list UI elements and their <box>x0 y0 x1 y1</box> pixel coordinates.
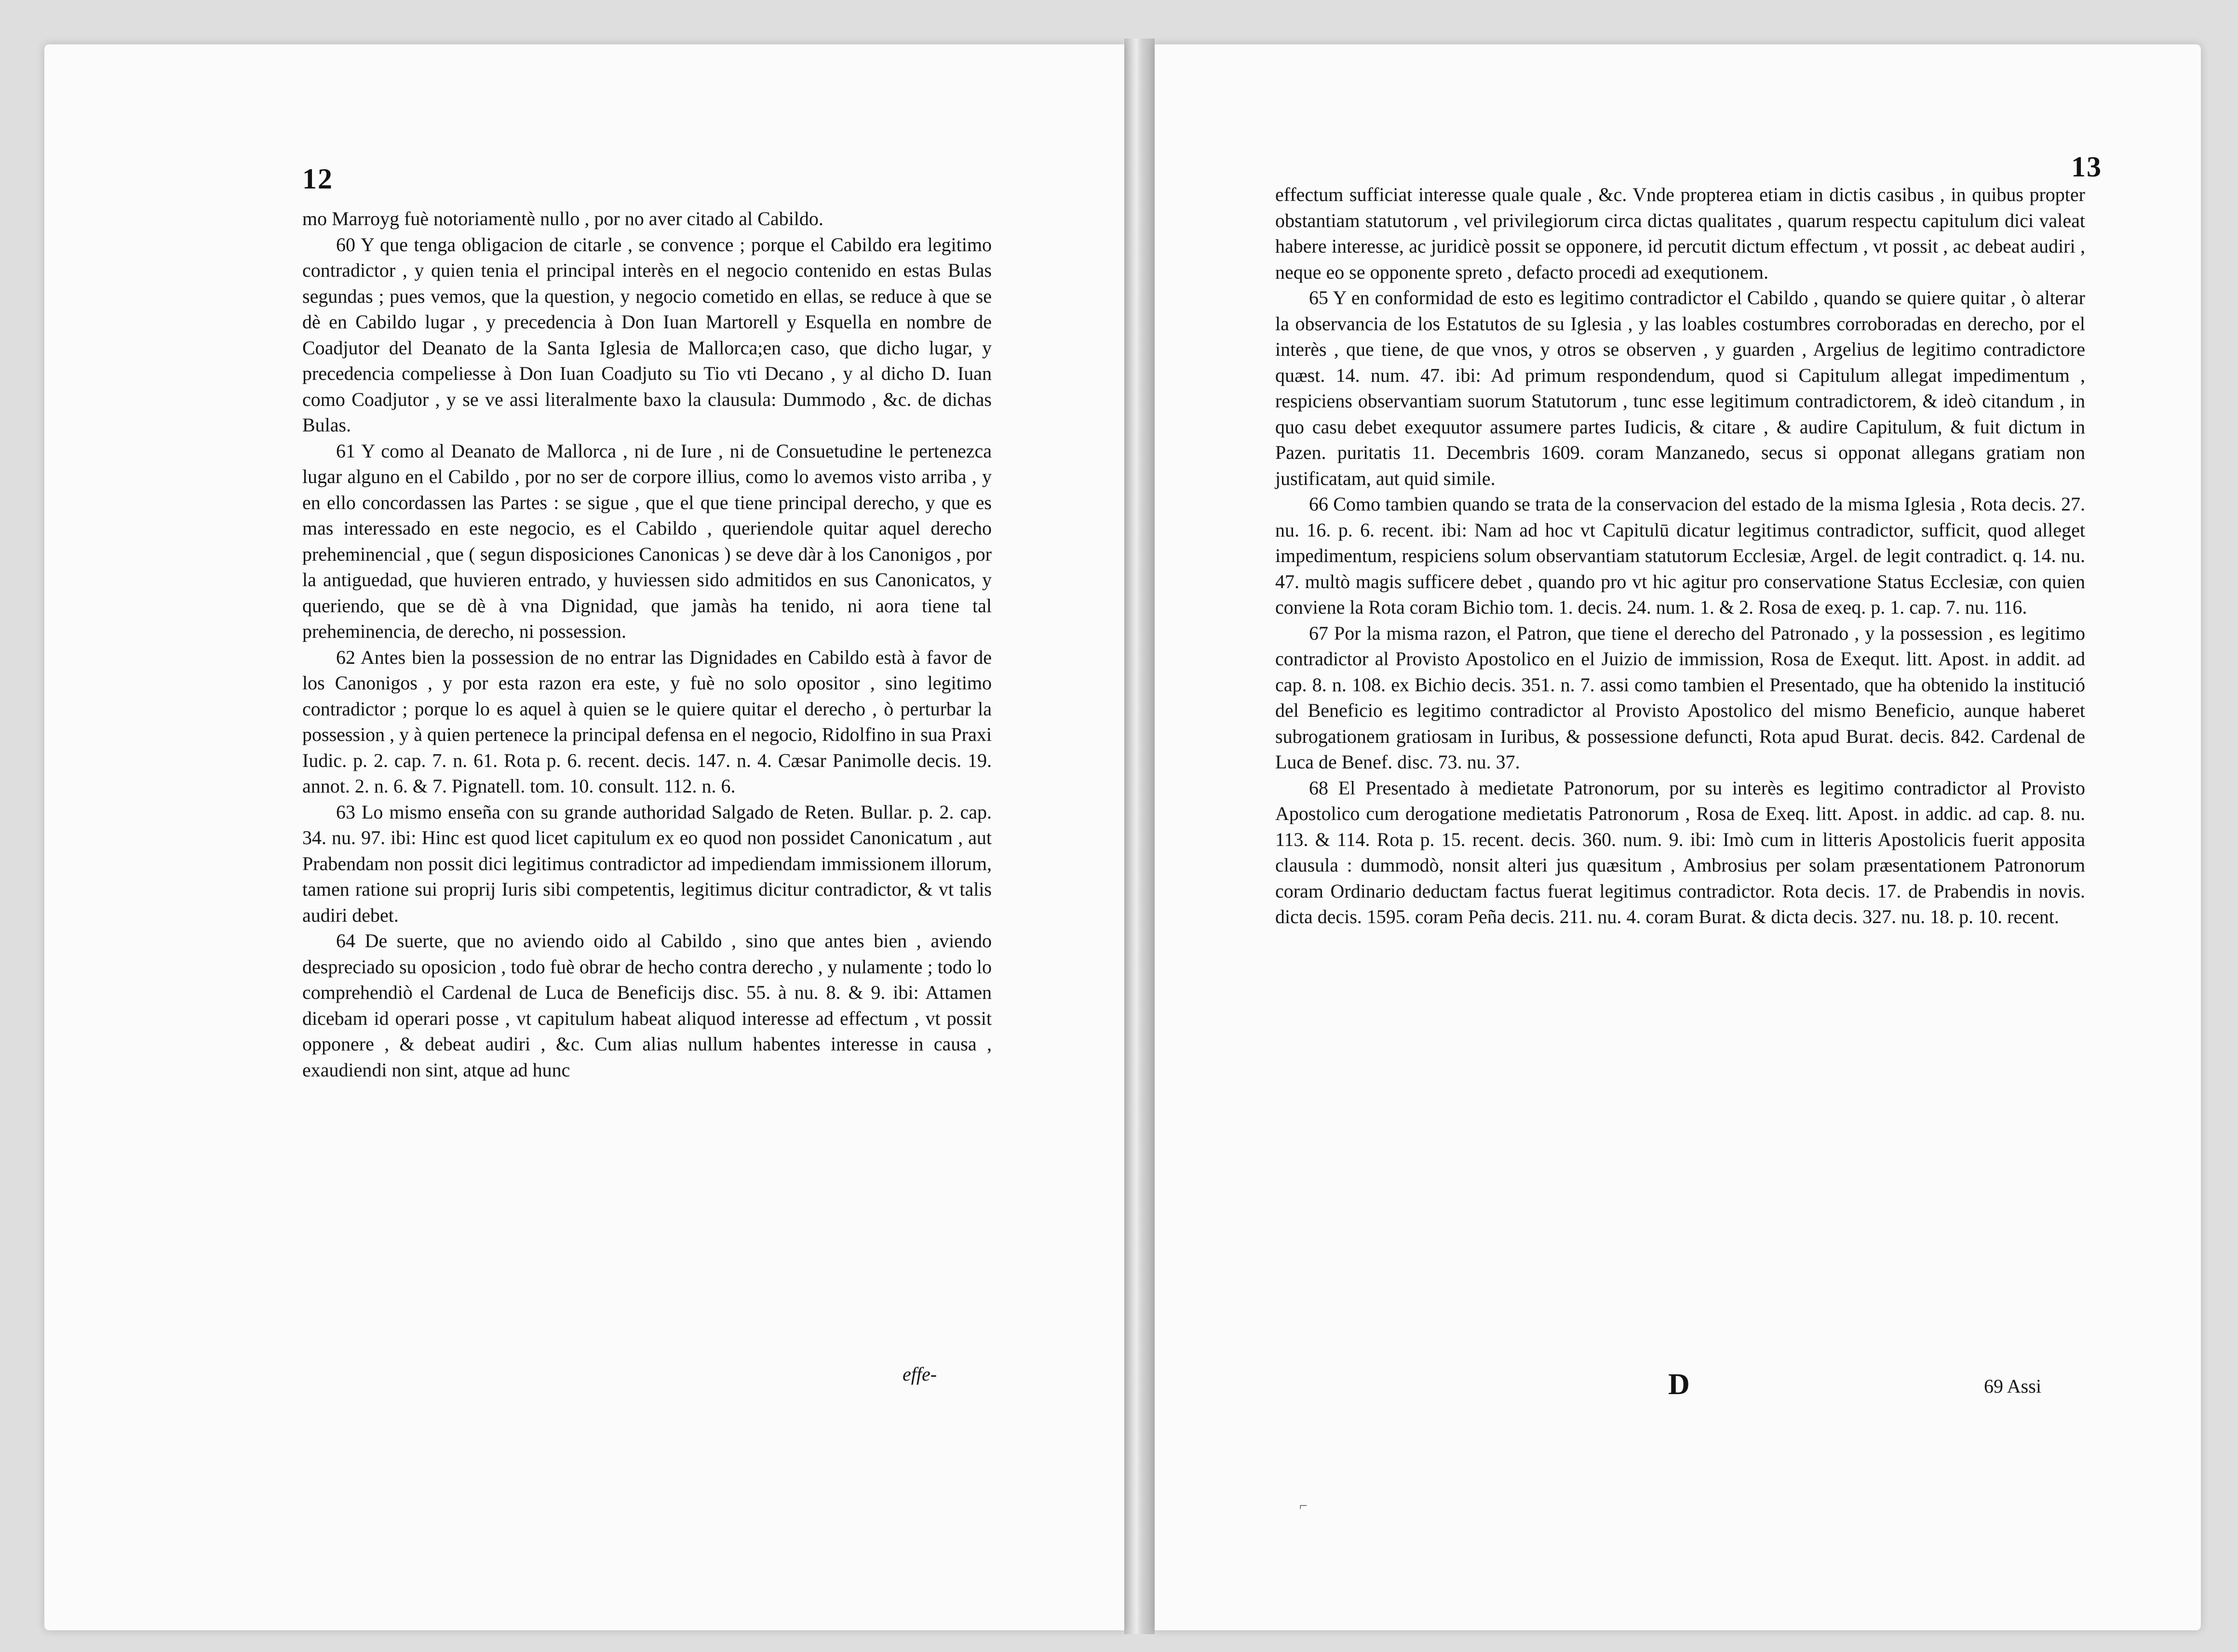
left-page-number: 12 <box>302 163 333 195</box>
left-catchword: effe- <box>903 1363 937 1385</box>
left-paragraph-64: 64 De suerte, que no aviendo oido al Cabildo , sino que antes bien , aviendo despreciado su oposicion , todo fuè obrar de hecho contra derecho , y nulamente ; todo lo comprehendiò el Cardenal de Luca de Beneficijs disc. 55. à nu. 8. & 9. ibi: Attamen dicebam id operari posse , vt capitulum habeat aliquod interesse ad effectum , vt possit opponere , & debeat audiri , &c. Cum alias nullum habentes interesse in causa , exaudiendi non sint, atque ad hunc <box>302 930 992 1081</box>
left-page-text <box>302 206 992 1083</box>
left-paragraph-62: 62 Antes bien la possession de no entrar las Dignidades en Cabildo està à favor de los Canonigos , y por esta razon era este, y fuè no solo opositor , sino legitimo contradictor ; porque lo es aquel à quien se le quiere quitar el derecho , ò perturbar la possession , y à quien pertenece la principal defensa en el negocio, Ridolfino in sua Praxi Iudic. p. 2. cap. 7. n. 61. Rota p. 6. recent. decis. 147. n. 4. Cæsar Panimolle decis. 19. annot. 2. n. 6. & 7. Pignatell. tom. 10. consult. 112. n. 6. <box>302 646 992 797</box>
right-paragraph-67: 67 Por la misma razon, el Patron, que tiene el derecho del Patronado , y la possession , es legitimo contradictor al Provisto Apostolico en el Juizio de immission, Rosa de Exequt. litt. Apost. in addit. ad cap. 8. n. 108. ex Bichio decis. 351. n. 7. assi como tambien el Presentado, que ha obtenido la institució del Beneficio es legitimo contradictor al Provisto Apostolico del mismo Beneficio, aunque haberet subrogationem gratiosam in Iuribus, & possessione defuncti, Rota apud Burat. decis. 842. Cardenal de Luca de Benef. disc. 73. nu. 37. <box>1275 622 2085 773</box>
right-paragraph-66: 66 Como tambien quando se trata de la conservacion del estado de la misma Iglesia , Rota decis. 27. nu. 16. p. 6. recent. ibi: Nam ad hoc vt Capitulū dicatur legitimus contradictor, sufficit, quod alleget impedimentum, respiciens solum observantiam statutorum Ecclesiæ, Argel. de legit contradict. q. 14. nu. 47. multò magis sufficere debet , quando pro vt hic agitur pro conservatione Status Ecclesiæ, con quien conviene la Rota coram Bichio tom. 1. decis. 24. num. 1. & 2. Rosa de exeq. p. 1. cap. 7. nu. 116. <box>1275 493 2085 618</box>
right-paragraph-68: 68 El Presentado à medietate Patronorum, por su interès es legitimo contradictor al Provisto Apostolico cum derogatione medietatis Patronorum , Rosa de Exeq. litt. Apost. in addic. ad cap. 8. nu. 113. & 114. Rota p. 15. recent. decis. 360. num. 9. ibi: Imò cum in litteris Apostolicis fuerit apposita clausula : dummodò, nonsit alteri jus quæsitum , Ambrosius per solam præsentationem Patronorum coram Ordinario deductam factus fuerat legitimus contradictor. Rota decis. 17. de Prabendis in novis. dicta decis. 1595. coram Peña decis. 211. nu. 4. coram Burat. & dicta decis. 327. nu. 18. p. 10. recent. <box>1275 777 2085 927</box>
signature-mark: D <box>1668 1368 1690 1401</box>
book-gutter <box>1124 39 1155 1634</box>
left-page <box>44 44 1124 1630</box>
right-page <box>1155 44 2201 1630</box>
margin-mark: ⌐ <box>1299 1498 1308 1514</box>
left-paragraph-61: 61 Y como al Deanato de Mallorca , ni de Iure , ni de Consuetudine le pertenezca lugar alguno en el Cabildo , por no ser de corpore illius, como lo avemos visto arriba , y en ello concordassen las Partes : se sigue , que el que tiene principal derecho, y que es mas interessado en este negocio, es el Cabildo , queriendole quitar aquel derecho preheminencial , que ( segun disposiciones Canonicas ) se deve dàr à los Canonigos , por la antiguedad, que huvieren entrado, y huviessen sido admitidos en sus Canonicatos, y queriendo, que se dè à vna Dignidad, que jamàs ha tenido, ni aora tiene tal preheminencia, de derecho, ni possession. <box>302 440 992 642</box>
left-paragraph-60: 60 Y que tenga obligacion de citarle , se convence ; porque el Cabildo era legitimo contradictor , y quien tenia el principal interès en el negocio contenido en estas Bulas segundas ; pues vemos, que la question, y negocio cometido en ellas, se reduce à que se dè en Cabildo lugar , y precedencia à Don Iuan Martorell y Esquella en nombre de Coadjutor del Deanato de la Santa Iglesia de Mallorca;en caso, que dicho lugar, y precedencia compeliesse à Don Iuan Coadjuto su Tio vti Decano , y al dicho D. Iuan como Coadjutor , y se ve assi literalmente baxo la clausula: Dummodo , &c. de dichas Bulas. <box>302 233 992 436</box>
right-paragraph-cont: effectum sufficiat interesse quale quale , &c. Vnde propterea etiam in dictis casibus , in quibus propter obstantiam statutorum , vel privilegiorum circa dictas qualitates , quarum respectu capitulum dici valeat habere interesse, ac juridicè possit se opponere, id percutit dictum effectum , vt possit , ac debeat audiri , neque eo se opponente spreto , defacto procedi ad exequtionem. <box>1275 184 2085 283</box>
right-catchword: 69 Assi <box>1984 1375 2041 1397</box>
right-page-number: 13 <box>2071 151 2102 183</box>
right-paragraph-65: 65 Y en conformidad de esto es legitimo contradictor el Cabildo , quando se quiere quitar , ò alterar la observancia de los Estatutos de su Iglesia , y las loables costumbres corroboradas en derecho, por el interès , que tiene, de que vnos, y otros se observen , y guarden , Argelius de legitimo contradictore quæst. 14. num. 47. ibi: Ad primum respondendum, quod si Capitulum allegat impedimentum , respiciens observantiam suorum Statutorum , tunc esse legitimum contradictorem, & ideò citandum , in quo casu debet exequutor assumere partes Iudicis, & citare , & audire Capitulum, & fuit dictum in Pazen. puritatis 11. Decembris 1609. coram Manzanedo, secus si opponat allegans gratiam non justificatam, aut quid simile. <box>1275 287 2085 489</box>
right-page-text <box>1275 182 2085 930</box>
left-paragraph-63: 63 Lo mismo enseña con su grande authoridad Salgado de Reten. Bullar. p. 2. cap. 34. nu. 97. ibi: Hinc est quod licet capitulum ex eo quod non possidet Canonicatum , aut Prabendam non possit dici legitimus contradictor ad impediendam immissionem illorum, tamen ratione sui proprij Iuris sibi competentis, legitimus dicitur contradictor, & vt talis audiri debet. <box>302 801 992 926</box>
left-paragraph-0: mo Marroyg fuè notoriamentè nullo , por no aver citado al Cabildo. <box>302 208 823 229</box>
